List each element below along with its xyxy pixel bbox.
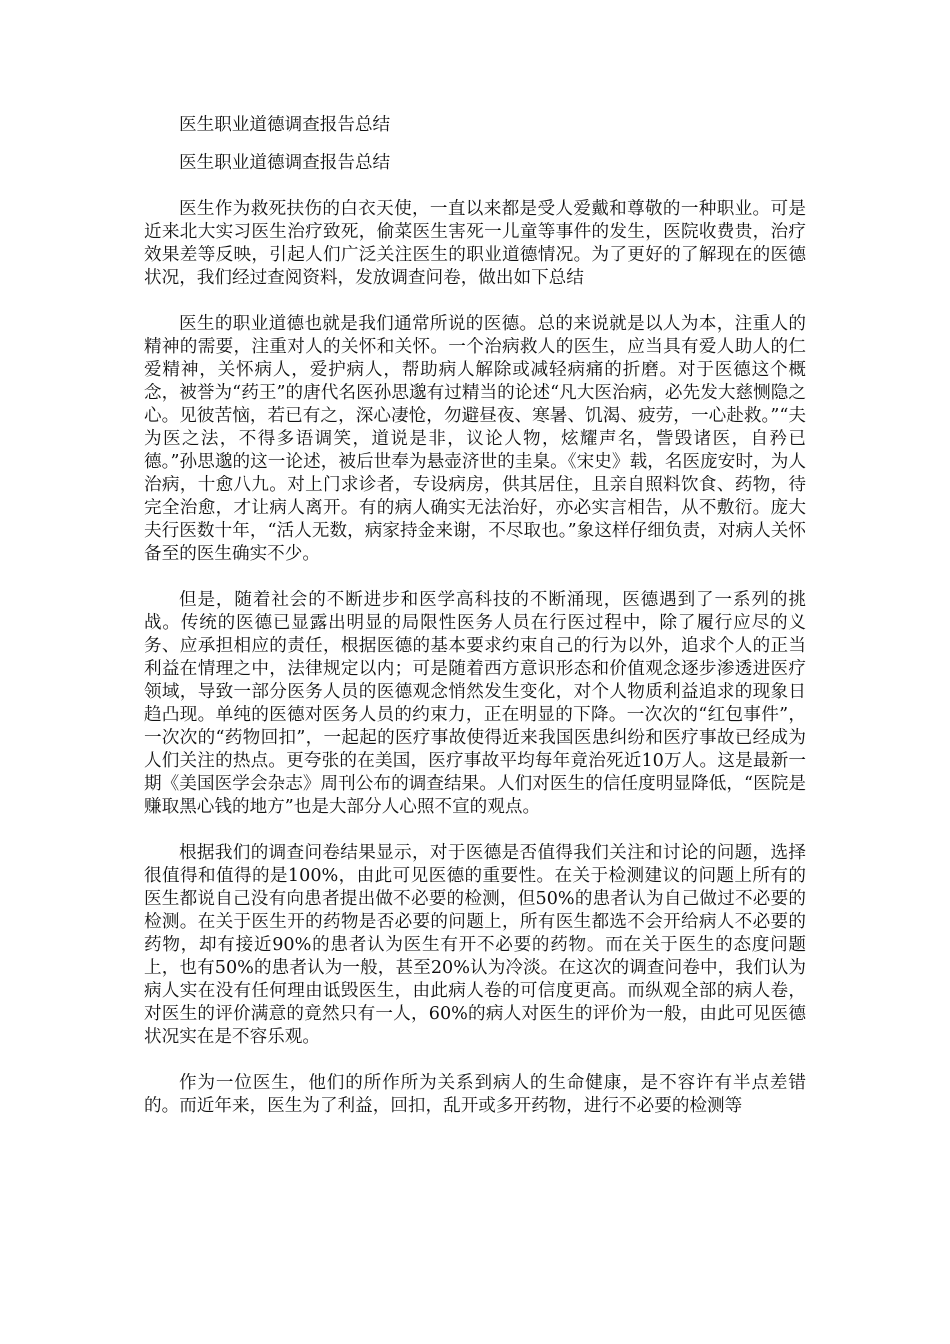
paragraph-survey-results: 根据我们的调查问卷结果显示，对于医德是否值得我们关注和讨论的问题，选择很值得和值得的是100%，由此可见医德的重要性。在关于检测建议的问题上所有的医生都说自己没有向患者提出做不必要的检测，但50%的患者认为自己做过不必要的检测。在关于医生开的药物是否必要的问题上，所有医生都选不会开给病人不必要的药物，却有接近90%的患者认为医生有开不必要的药物。而在关于医生的态度问题上，也有50%的患者认为一般，甚至20%认为冷淡。在这次的调查问卷中，我们认为病人实在没有任何理由诋毁医生，由此病人卷的可信度更高。而纵观全部的病人卷，对医生的评价满意的竟然只有一人，60%的病人对医生的评价为一般，由此可见医德状况实在是不容乐观。 bbox=[144, 843, 806, 1047]
document-subtitle: 医生职业道德调查报告总结 bbox=[179, 153, 391, 173]
paragraph-intro: 医生作为救死扶伤的白衣天使，一直以来都是受人爱戴和尊敬的一种职业。可是近来北大实习医生治疗致死，偷菜医生害死一儿童等事件的发生，医院收费贵，治疗效果差等反映，引起人们广泛关注医生的职业道德情况。为了更好的了解现在的医德状况，我们经过查阅资料，发放调查问卷，做出如下总结 bbox=[144, 199, 806, 288]
paragraph-medical-ethics-definition: 医生的职业道德也就是我们通常所说的医德。总的来说就是以人为本，注重人的精神的需要，注重对人的关怀和关怀。一个治病救人的医生，应当具有爱人助人的仁爱精神，关怀病人，爱护病人，帮助病人解除或减轻病痛的折磨。对于医德这个概念，被誉为“药王”的唐代名医孙思邈有过精当的论述“凡大医治病，必先发大慈恻隐之心。见彼苦恼，若已有之，深心凄怆，勿避昼夜、寒暑、饥渴、疲劳，一心赴救。”“夫为医之法，不得多语调笑，道说是非，议论人物，炫耀声名，訾毁诸医，自矜已德。”孙思邈的这一论述，被后世奉为悬壶济世的圭臬。《宋史》载，名医庞安时，为人治病，十愈八九。对上门求诊者，专设病房，供其居住，且亲自照料饮食、药物，待完全治愈，才让病人离开。有的病人确实无法治好，亦必实言相告，从不敷衍。庞大夫行医数十年，“活人无数，病家持金来谢，不尽取也。”象这样仔细负责，对病人关怀备至的医生确实不少。 bbox=[144, 314, 806, 564]
document-page bbox=[144, 114, 806, 1118]
document-title: 医生职业道德调查报告总结 bbox=[179, 115, 391, 135]
paragraph-challenges: 但是，随着社会的不断进步和医学高科技的不断涌现，医德遇到了一系列的挑战。传统的医德已显露出明显的局限性医务人员在行医过程中，除了履行应尽的义务、应承担相应的责任，根据医德的基本要求约束自己的行为以外，追求个人的正当利益在情理之中，法律规定以内；可是随着西方意识形态和价值观念逐步渗透进医疗领域，导致一部分医务人员的医德观念悄然发生变化，对个人物质利益追求的现象日趋凸现。单纯的医德对医务人员的约束力，正在明显的下降。一次次的“红包事件”，一次次的“药物回扣”，一起起的医疗事故使得近来我国医患纠纷和医疗事故已经成为人们关注的热点。更夸张的在美国，医疗事故平均每年竟治死近10万人。这是最新一期《美国医学会杂志》周刊公布的调查结果。人们对医生的信任度明显降低，“医院是赚取黑心钱的地方”也是大部分人心照不宣的观点。 bbox=[144, 590, 806, 817]
paragraph-conclusion: 作为一位医生，他们的所作所为关系到病人的生命健康，是不容许有半点差错的。而近年来，医生为了利益，回扣，乱开或多开药物，进行不必要的检测等 bbox=[144, 1073, 806, 1116]
